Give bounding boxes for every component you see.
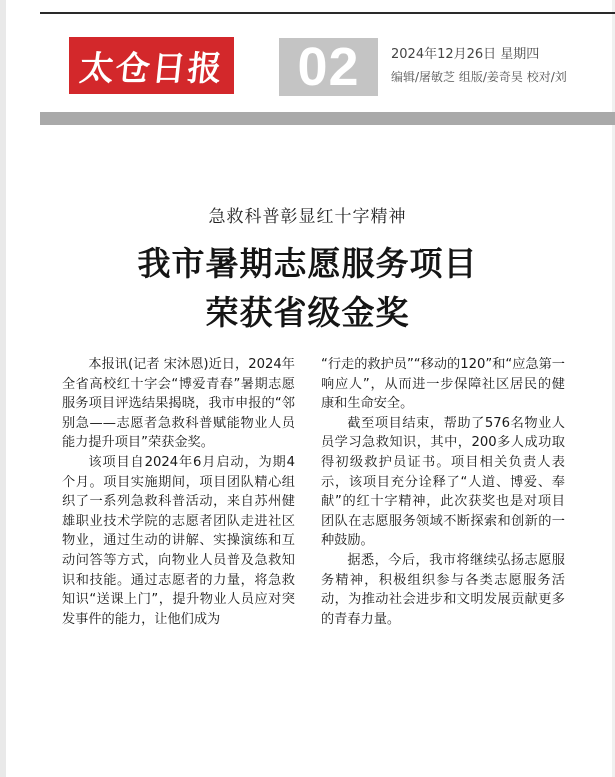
article-headline-line-1: 我市暑期志愿服务项目 <box>137 244 478 283</box>
masthead-logo <box>69 37 234 94</box>
article-kicker: 急救科普彰显红十字精神 <box>208 207 407 227</box>
page-number: 02 <box>297 37 360 97</box>
article-column-left <box>62 355 295 629</box>
page-left-edge <box>0 0 6 777</box>
article-paragraph: 截至项目结束，帮助了576名物业人员学习急救知识，其中，200多人成功取得初级救护员证书。项目相关负责人表示，该项目充分诠释了“人道、博爱、奉献”的红十字精神，此次获奖也是对项目团队在志愿服务领域不断探索和创新的一种鼓励。 <box>321 415 565 549</box>
article-paragraph-continued: “行走的救护员”“移动的120”和“应急第一响应人”，从而进一步保障社区居民的健康和生命安全。 <box>321 357 565 412</box>
article-headline-line-2: 荣获省级金奖 <box>205 293 410 332</box>
header-bar <box>40 112 615 125</box>
article-paragraph: 该项目自2024年6月启动，为期4个月。项目实施期间，项目团队精心组织了一系列急救科普活动，来自苏州健雄职业技术学院的志愿者团队走进社区物业，通过生动的讲解、实操演练和互动问答等方式，向物业人员普及急救知识和技能。通过志愿者的力量，将急救知识“送课上门”，提升物业人员应对突发事件的能力，让他们成为 <box>62 454 295 627</box>
article-paragraph: 据悉，今后，我市将继续弘扬志愿服务精神，积极组织参与各类志愿服务活动，为推动社会进步和文明发展贡献更多的青春力量。 <box>321 552 565 627</box>
masthead-title: 太仓日报 <box>77 49 226 89</box>
top-rule <box>40 12 615 14</box>
editor-credits: 编辑/屠敏芝 组版/姜奇昊 校对/刘 <box>391 70 567 84</box>
article-column-right <box>321 355 565 629</box>
issue-date: 2024年12月26日 星期四 <box>391 47 540 62</box>
article-paragraph: 本报讯(记者 宋沐恩)近日，2024年全省高校红十字会“博爱青春”暑期志愿服务项目评选结果揭晓，我市申报的“邻别急——志愿者急救科普赋能物业人员能力提升项目”荣获金奖。 <box>62 357 295 451</box>
page-number-box <box>279 38 378 96</box>
